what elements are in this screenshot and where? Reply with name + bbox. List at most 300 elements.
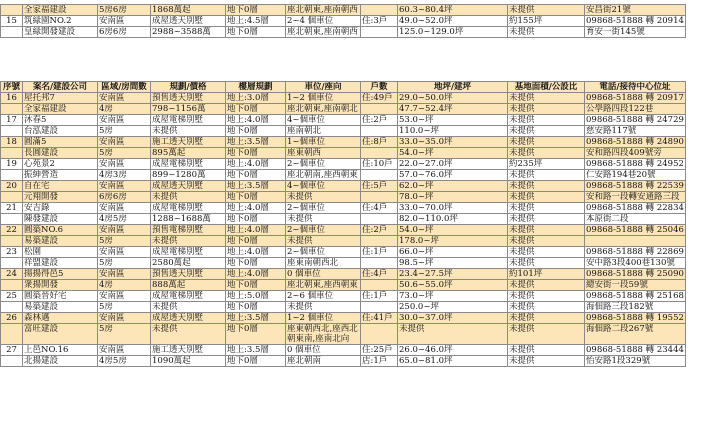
cell-floors: 地上:4.0層 [226, 203, 286, 214]
cell-base: 未提供 [508, 236, 585, 247]
cell-no: 16 [1, 93, 23, 104]
table-row [1, 356, 686, 367]
cell-units [361, 280, 398, 291]
cell-district: 5房6房 [98, 5, 151, 16]
cell-contact: 09868-51888 轉 24952 [586, 159, 684, 169]
cell-district: 5房 [98, 126, 151, 137]
cell-area: 66.0~坪 [398, 247, 508, 258]
header-price: 規劃/價格 [151, 82, 226, 93]
cell-contact: 安和路一段轉安通路三段 [585, 192, 686, 203]
cell-name: 皇緑開發建設 [23, 27, 98, 38]
cell-contact: 海佃路三段182號 [585, 302, 686, 313]
cell-price: 未提供 [151, 126, 226, 137]
cell-floors: 地下0層 [226, 280, 286, 291]
cell-floors: 地上:3.5層 [226, 345, 286, 356]
cell-base: 未提供 [508, 181, 585, 192]
cell-units: 店:1戶 [361, 356, 398, 367]
cell-price: 成屋透天別墅 [151, 181, 226, 192]
cell-district: 5房 [98, 258, 151, 269]
cell-orientation: 0 個車位 [286, 269, 361, 280]
cell-orientation: 2~6 個車位 [286, 291, 361, 302]
cell-district: 4房5房 [98, 356, 151, 367]
table-row [1, 269, 686, 280]
table-row [1, 192, 686, 203]
cell-no [1, 126, 23, 137]
cell-contact: 09868-51888 轉 25046 [586, 225, 684, 235]
cell-district: 安南區 [98, 313, 151, 324]
table-row [1, 214, 686, 225]
cell-name: 祥盟建設 [23, 258, 98, 269]
cell-base: 未提供 [508, 5, 585, 16]
cell-floors: 地上:5.0層 [226, 291, 286, 302]
header-orientation: 車位/座向 [286, 82, 361, 93]
cell-units [361, 192, 398, 203]
table-row [1, 345, 686, 356]
cell-name: 富旺建設 [23, 324, 98, 345]
cell-area: 125.0~129.0坪 [398, 27, 508, 38]
cell-units: 住:1戶 [361, 291, 398, 302]
cell-area: 26.0~46.0坪 [398, 345, 508, 356]
cell-units [361, 5, 398, 16]
cell-orientation: 1~個車位 [286, 137, 361, 148]
listings-table [0, 81, 686, 367]
cell-orientation: 2~4 個車位 [286, 16, 361, 27]
cell-area: 33.0~35.0坪 [398, 137, 508, 148]
cell-units [361, 324, 398, 345]
cell-floors: 地下0層 [226, 5, 286, 16]
cell-price: 成屋電梯別墅 [151, 115, 226, 126]
cell-no: 19 [1, 159, 23, 170]
cell-floors: 地上:4.0層 [226, 159, 286, 170]
cell-price: 1090萬起 [151, 356, 226, 367]
cell-orientation: 座東南朝西北 [286, 258, 361, 269]
cell-units [361, 126, 398, 137]
cell-name: 沐春5 [23, 115, 98, 126]
cell-district: 安南區 [98, 225, 151, 236]
cell-orientation: 座北朝南 [286, 356, 361, 367]
cell-base: 未提供 [508, 126, 585, 137]
cell-name: 北揚建設 [23, 356, 98, 367]
cell-no: 22 [1, 225, 23, 236]
cell-contact: 總安街一段59號 [585, 280, 686, 291]
table-row [1, 16, 686, 27]
cell-units [361, 214, 398, 225]
cell-no [1, 236, 23, 247]
cell-units: 住:41戶 [361, 313, 398, 324]
cell-units: 住:4戶 [361, 203, 398, 214]
cell-units: 住:2戶 [361, 225, 398, 236]
cell-contact: 安昌街21號 [585, 5, 686, 16]
table-row [1, 5, 686, 16]
cell-district: 安南區 [98, 345, 151, 356]
table-row [1, 291, 686, 302]
cell-contact: 09868-51888 轉 22834 [586, 203, 684, 213]
cell-price: 預售透天別墅 [151, 93, 226, 104]
cell-district: 安南區 [98, 159, 151, 170]
cell-floors: 地下0層 [226, 236, 286, 247]
cell-orientation: 未提供 [286, 214, 361, 225]
cell-name: 筑緑園NO.2 [23, 16, 98, 27]
cell-floors: 地上:4.5層 [226, 16, 286, 27]
cell-orientation: 1~2 個車位 [286, 313, 361, 324]
cell-contact: 09868-51888 轉 20914 [586, 16, 684, 26]
cell-district: 安南區 [98, 16, 151, 27]
cell-floors: 地上:4.0層 [226, 115, 286, 126]
cell-no [1, 356, 23, 367]
cell-units [361, 148, 398, 159]
cell-floors: 地下0層 [226, 258, 286, 269]
cell-contact: 09868-51888 轉 20917 [586, 93, 684, 103]
table-row [1, 27, 686, 38]
cell-area: 49.0~52.0坪 [398, 16, 508, 27]
cell-floors: 地上:4.0層 [226, 269, 286, 280]
cell-orientation: 0 個車位 [286, 345, 361, 356]
cell-area: 250.0~坪 [398, 302, 508, 313]
cell-name: 揚揚得邑5 [23, 269, 98, 280]
cell-contact: 09868-51888 轉 23444 [586, 345, 684, 355]
cell-name: 全家福建設 [23, 104, 98, 115]
cell-contact: 海佃路二段267號 [585, 324, 686, 345]
cell-area: 65.0~81.0坪 [398, 356, 508, 367]
cell-units: 住:25戶 [361, 345, 398, 356]
cell-no [1, 214, 23, 225]
cell-no [1, 302, 23, 313]
cell-no: 15 [1, 16, 23, 27]
cell-base: 未提供 [508, 115, 585, 126]
cell-price: 成屋電梯別墅 [151, 291, 226, 302]
cell-orientation: 座北朝東,座南朝西 [286, 27, 361, 38]
table-row [1, 225, 686, 236]
cell-no: 21 [1, 203, 23, 214]
header-no: 序號 [1, 82, 23, 93]
cell-no: 20 [1, 181, 23, 192]
cell-name: 長圓建設 [23, 148, 98, 159]
cell-price: 施工透天別墅 [151, 137, 226, 148]
cell-units: 住:5戶 [361, 181, 398, 192]
cell-no [1, 324, 23, 345]
cell-district: 5房 [98, 302, 151, 313]
cell-area: 47.7~52.4坪 [398, 104, 508, 115]
cell-name: 易築建設 [23, 236, 98, 247]
cell-base: 未提供 [508, 313, 585, 324]
cell-floors: 地上:3.5層 [226, 181, 286, 192]
cell-area: 33.0~70.0坪 [398, 203, 508, 214]
cell-no [1, 148, 23, 159]
header-area: 地坪/建坪 [398, 82, 508, 93]
cell-orientation: 座北朝東,座南朝北 [286, 104, 361, 115]
cell-district: 4房 [98, 104, 151, 115]
cell-base: 未提供 [508, 148, 585, 159]
cell-name: 圓築NO.6 [23, 225, 98, 236]
cell-base: 約101坪 [508, 269, 585, 280]
cell-no: 27 [1, 345, 23, 356]
cell-floors: 地下0層 [226, 192, 286, 203]
cell-base: 未提供 [508, 27, 585, 38]
cell-floors: 地上:3.5層 [226, 313, 286, 324]
cell-base: 未提供 [508, 104, 585, 115]
cell-base: 約155坪 [508, 16, 585, 27]
header-floors: 樓層規劃 [226, 82, 286, 93]
cell-name: 台泓建設 [23, 126, 98, 137]
cell-district: 安南區 [98, 269, 151, 280]
cell-units: 住:4戶 [361, 269, 398, 280]
cell-units [361, 236, 398, 247]
cell-area: 60.3~80.4坪 [398, 5, 508, 16]
cell-floors: 地下0層 [226, 104, 286, 115]
cell-no [1, 280, 23, 291]
cell-name: 安吉錄 [23, 203, 98, 214]
cell-area: 110.0~坪 [398, 126, 508, 137]
cell-base: 未提供 [508, 258, 585, 269]
cell-price: 成屋電梯別墅 [151, 247, 226, 258]
cell-contact: 公學路四段122巷 [585, 104, 686, 115]
cell-orientation: 4~個車位 [286, 181, 361, 192]
cell-district: 4房 [98, 280, 151, 291]
cell-no: 18 [1, 137, 23, 148]
cell-base: 約235坪 [508, 159, 585, 170]
cell-area: 178.0~坪 [398, 236, 508, 247]
cell-contact: 09868-51888 轉 24729 [586, 115, 684, 125]
cell-district: 安南區 [98, 181, 151, 192]
cell-base: 未提供 [508, 280, 585, 291]
cell-contact: 本原街二段 [585, 214, 686, 225]
cell-district: 5房 [98, 148, 151, 159]
cell-price: 1288~1688萬 [151, 214, 226, 225]
cell-floors: 地上:4.0層 [226, 247, 286, 258]
table-row [1, 137, 686, 148]
table-row [1, 258, 686, 269]
cell-no [1, 170, 23, 181]
cell-no: 26 [1, 313, 23, 324]
cell-floors: 地下0層 [226, 324, 286, 345]
cell-orientation: 座東朝西北,座西北朝東南,座南北向 [286, 324, 361, 345]
cell-units: 住:1戶 [361, 247, 398, 258]
cell-price: 未提供 [151, 236, 226, 247]
cell-base: 未提供 [508, 302, 585, 313]
cell-base: 未提供 [508, 345, 585, 356]
cell-orientation: 2~個車位 [286, 159, 361, 170]
cell-name: 振紳營造 [23, 170, 98, 181]
cell-contact: 09868-51888 轉 25090 [586, 269, 684, 279]
cell-base: 未提供 [508, 192, 585, 203]
cell-units: 住:2戶 [361, 115, 398, 126]
table-row [1, 159, 686, 170]
cell-name: 心苑景2 [23, 159, 98, 170]
cell-orientation: 2~個車位 [286, 225, 361, 236]
cell-price: 未提供 [151, 324, 226, 345]
cell-no: 25 [1, 291, 23, 302]
cell-contact: 09868-51888 轉 24890 [586, 137, 684, 147]
header-base: 基地面積/公設比 [508, 82, 585, 93]
cell-price: 2580萬起 [151, 258, 226, 269]
cell-floors: 地上:4.0層 [226, 225, 286, 236]
cell-orientation: 座東朝西 [286, 148, 361, 159]
cell-no: 23 [1, 247, 23, 258]
cell-orientation: 2~個車位 [286, 203, 361, 214]
cell-floors: 地下0層 [226, 27, 286, 38]
cell-contact: 慈安路117號 [585, 126, 686, 137]
cell-no [1, 192, 23, 203]
cell-units [361, 104, 398, 115]
cell-orientation: 座北朝東,座西朝東 [286, 280, 361, 291]
cell-orientation: 座南朝北 [286, 126, 361, 137]
cell-area: 82.0~110.0坪 [398, 214, 508, 225]
cell-district: 安南區 [98, 247, 151, 258]
cell-units [361, 170, 398, 181]
cell-price: 2988~3588萬 [151, 27, 226, 38]
cell-area: 30.0~37.0坪 [398, 313, 508, 324]
cell-district: 4房5房 [98, 214, 151, 225]
cell-floors: 地下0層 [226, 170, 286, 181]
table-row [1, 170, 686, 181]
cell-district: 安南區 [98, 115, 151, 126]
cell-units: 住:49戶 [361, 93, 398, 104]
cell-no [1, 104, 23, 115]
table-row [1, 247, 686, 258]
cell-units [361, 302, 398, 313]
cell-area: 未提供 [398, 324, 508, 345]
cell-area: 54.0~坪 [398, 225, 508, 236]
cell-base: 未提供 [508, 93, 585, 104]
cell-orientation: 未提供 [286, 192, 361, 203]
cell-floors: 地下0層 [226, 214, 286, 225]
cell-orientation: 未提供 [286, 236, 361, 247]
cell-district: 安南區 [98, 93, 151, 104]
cell-district: 4房3房 [98, 170, 151, 181]
cell-no: 17 [1, 115, 23, 126]
cell-orientation: 座北朝南,座西朝東 [286, 170, 361, 181]
cell-area: 98.5~坪 [398, 258, 508, 269]
cell-name: 陳發建設 [23, 214, 98, 225]
cell-no [1, 258, 23, 269]
cell-price: 成屋電梯別墅 [151, 203, 226, 214]
cell-district: 安南區 [98, 137, 151, 148]
header-units: 戶數 [361, 82, 398, 93]
cell-no [1, 5, 23, 16]
cell-name: 衆揚開發 [23, 280, 98, 291]
cell-name: 上邑NO.16 [23, 345, 98, 356]
cell-base: 未提供 [508, 225, 585, 236]
cell-district: 安南區 [98, 291, 151, 302]
cell-name: 森林邁 [23, 313, 98, 324]
cell-base: 未提供 [508, 356, 585, 367]
cell-base: 未提供 [508, 324, 585, 345]
cell-area: 62.0~坪 [398, 181, 508, 192]
cell-name: 屋托邦7 [23, 93, 98, 104]
cell-contact: 仁安路194巷20號 [585, 170, 686, 181]
cell-name: 圓滿5 [23, 137, 98, 148]
table-row [1, 93, 686, 104]
table-row [1, 104, 686, 115]
table-row [1, 115, 686, 126]
table-row [1, 126, 686, 137]
cell-floors: 地下0層 [226, 148, 286, 159]
cell-contact: 09868-51888 轉 25168 [586, 291, 684, 301]
cell-price: 成屋電梯別墅 [151, 159, 226, 170]
cell-price: 施工透天別墅 [151, 345, 226, 356]
cell-no: 24 [1, 269, 23, 280]
cell-price: 899~1280萬 [151, 170, 226, 181]
table-row [1, 203, 686, 214]
cell-orientation: 2~個車位 [286, 247, 361, 258]
cell-price: 預售電梯別墅 [151, 225, 226, 236]
cell-contact: 安中路3段400巷130號 [585, 258, 686, 269]
header-district: 區域/房間數 [98, 82, 151, 93]
cell-base: 未提供 [508, 203, 585, 214]
table-row [1, 324, 686, 345]
table-row [1, 236, 686, 247]
cell-district: 5房 [98, 324, 151, 345]
cell-area: 78.0~坪 [398, 192, 508, 203]
cell-floors: 地上:3.0層 [226, 93, 286, 104]
cell-price: 預售透天別墅 [151, 269, 226, 280]
cell-units: 住:8戶 [361, 137, 398, 148]
cell-base: 未提供 [508, 170, 585, 181]
cell-floors: 地下0層 [226, 356, 286, 367]
table-row [1, 181, 686, 192]
cell-price: 895萬起 [151, 148, 226, 159]
cell-units: 住:10戶 [361, 159, 398, 170]
cell-name: 元翔開發 [23, 192, 98, 203]
cell-price: 未提供 [151, 192, 226, 203]
table-row [1, 148, 686, 159]
cell-area: 23.4~27.5坪 [398, 269, 508, 280]
cell-floors: 地下0層 [226, 302, 286, 313]
cell-no [1, 27, 23, 38]
table-row [1, 313, 686, 324]
cell-area: 73.0~坪 [398, 291, 508, 302]
cell-district: 6房6房 [98, 192, 151, 203]
cell-name: 全家福建設 [23, 5, 98, 16]
table-header-row [1, 82, 686, 93]
cell-orientation: 4~個車位 [286, 115, 361, 126]
cell-price: 成屋透天別墅 [151, 16, 226, 27]
cell-name: 松園 [23, 247, 98, 258]
header-contact: 電話/接待中心位址 [585, 82, 686, 93]
cell-name: 自在宅 [23, 181, 98, 192]
cell-units [361, 258, 398, 269]
cell-area: 29.0~50.0坪 [398, 93, 508, 104]
cell-contact: 育安一街145號 [585, 27, 686, 38]
cell-base: 未提供 [508, 291, 585, 302]
cell-area: 57.0~76.0坪 [398, 170, 508, 181]
cell-base: 未提供 [508, 247, 585, 258]
cell-district: 6房6房 [98, 27, 151, 38]
cell-contact [585, 236, 686, 247]
cell-orientation: 座北朝東,座南朝西 [286, 5, 361, 16]
cell-area: 50.6~55.0坪 [398, 280, 508, 291]
cell-price: 798~1156萬 [151, 104, 226, 115]
cell-price: 未提供 [151, 302, 226, 313]
table-row [1, 280, 686, 291]
cell-base: 未提供 [508, 214, 585, 225]
cell-area: 53.0~坪 [398, 115, 508, 126]
cell-area: 54.0~坪 [398, 148, 508, 159]
cell-units: 住:3戶 [361, 16, 398, 27]
cell-floors: 地上:3.5層 [226, 137, 286, 148]
top-table [0, 4, 686, 38]
cell-contact: 09868-51888 轉 22539 [586, 181, 684, 191]
header-name: 案名/建設公司 [23, 82, 98, 93]
cell-district: 5房 [98, 236, 151, 247]
cell-contact: 09868-51888 轉 22869 [586, 247, 684, 257]
cell-units [361, 27, 398, 38]
cell-district: 安南區 [98, 203, 151, 214]
cell-contact: 怡安路1段329號 [585, 356, 686, 367]
table-row [1, 302, 686, 313]
cell-contact: 安和路四段409號旁 [585, 148, 686, 159]
cell-price: 888萬起 [151, 280, 226, 291]
